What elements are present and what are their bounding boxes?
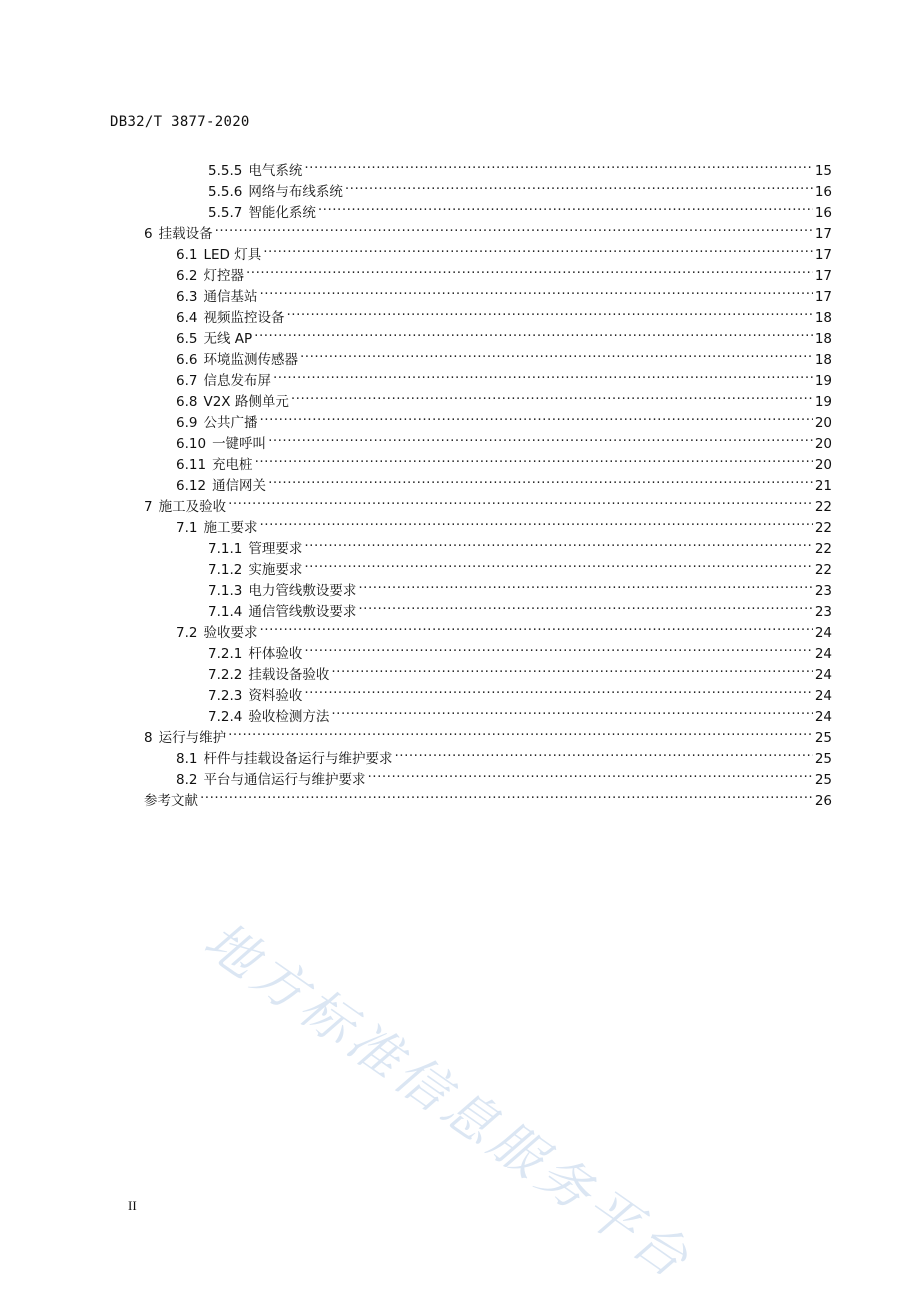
toc-entry-title: 通信基站 bbox=[203, 289, 258, 305]
toc-entry-title: 杆体验收 bbox=[248, 646, 303, 662]
toc-entry[interactable] bbox=[208, 679, 832, 704]
toc-entry-number: 6.9 bbox=[176, 415, 198, 431]
toc-entry-page: 17 bbox=[814, 289, 832, 305]
toc-entry[interactable] bbox=[208, 595, 832, 620]
watermark: 地方标准信息服务平台 bbox=[193, 910, 703, 1293]
toc-entry-title: 验收检测方法 bbox=[248, 709, 330, 725]
toc-entry-number: 8.2 bbox=[176, 772, 198, 788]
toc-entry[interactable] bbox=[208, 196, 832, 221]
toc-leader-dots bbox=[259, 616, 812, 637]
toc-leader-dots bbox=[268, 427, 813, 448]
toc-leader-dots bbox=[268, 469, 813, 490]
toc-entry[interactable] bbox=[176, 385, 832, 410]
toc-entry[interactable] bbox=[208, 154, 832, 179]
toc-entry-title: 环境监测传感器 bbox=[203, 352, 298, 368]
toc-entry[interactable] bbox=[176, 427, 832, 452]
toc-leader-dots bbox=[263, 238, 813, 259]
toc-entry-page: 22 bbox=[814, 541, 832, 557]
toc-leader-dots bbox=[291, 385, 813, 406]
toc-leader-dots bbox=[228, 490, 813, 511]
toc-entry[interactable] bbox=[176, 742, 832, 767]
toc-entry-title: 施工要求 bbox=[203, 520, 258, 536]
toc-entry[interactable] bbox=[176, 322, 832, 347]
toc-entry-page: 23 bbox=[814, 604, 832, 620]
toc-entry-title: 杆件与挂载设备运行与维护要求 bbox=[203, 751, 393, 767]
toc-entry-page: 20 bbox=[814, 415, 832, 431]
toc-entry-number: 7.1.2 bbox=[208, 562, 243, 578]
toc-entry-number: 6 bbox=[144, 226, 153, 242]
toc-leader-dots bbox=[246, 259, 813, 280]
toc-leader-dots bbox=[358, 595, 812, 616]
toc-leader-dots bbox=[255, 448, 813, 469]
toc-entry-title: 网络与布线系统 bbox=[248, 184, 343, 200]
toc-entry-number: 5.5.5 bbox=[208, 163, 243, 179]
toc-entry-number: 7.2.1 bbox=[208, 646, 243, 662]
toc-entry-number: 6.7 bbox=[176, 373, 198, 389]
toc-entry-number: 7.2.4 bbox=[208, 709, 243, 725]
toc-entry[interactable] bbox=[176, 763, 832, 788]
toc-leader-dots bbox=[318, 196, 813, 217]
toc-entry-number: 6.10 bbox=[176, 436, 207, 452]
toc-entry[interactable] bbox=[208, 700, 832, 725]
toc-leader-dots bbox=[331, 700, 812, 721]
document-code: DB32/T 3877-2020 bbox=[110, 114, 250, 130]
toc-entry-page: 15 bbox=[814, 163, 832, 179]
toc-entry-number: 7.2.2 bbox=[208, 667, 243, 683]
toc-leader-dots bbox=[259, 280, 812, 301]
toc-entry-number: 7.1 bbox=[176, 520, 198, 536]
toc-entry-number: 6.6 bbox=[176, 352, 198, 368]
toc-leader-dots bbox=[304, 679, 812, 700]
toc-leader-dots bbox=[394, 742, 812, 763]
toc-entry-title: 验收要求 bbox=[203, 625, 258, 641]
toc-entry-title: 充电桩 bbox=[212, 457, 253, 473]
toc-entry-number: 6.3 bbox=[176, 289, 198, 305]
toc-entry-title: 运行与维护 bbox=[158, 730, 227, 746]
toc-entry-number: 6.11 bbox=[176, 457, 207, 473]
toc-entry-number: 6.8 bbox=[176, 394, 198, 410]
toc-entry-number: 8 bbox=[144, 730, 153, 746]
toc-entry-number: 7.2 bbox=[176, 625, 198, 641]
toc-entry-title: 智能化系统 bbox=[248, 205, 316, 221]
toc-entry-page: 20 bbox=[814, 457, 832, 473]
toc-entry-number: 5.5.6 bbox=[208, 184, 243, 200]
toc-leader-dots bbox=[304, 532, 812, 553]
toc-entry[interactable] bbox=[176, 301, 832, 326]
toc-entry-title: 参考文献 bbox=[144, 793, 198, 809]
toc-entry-page: 19 bbox=[814, 394, 832, 410]
toc-entry[interactable] bbox=[176, 448, 832, 473]
toc-entry-page: 17 bbox=[814, 268, 832, 284]
toc-entry-title: 信息发布屏 bbox=[203, 373, 271, 389]
toc-entry[interactable] bbox=[144, 217, 832, 242]
toc-entry-number: 5.5.7 bbox=[208, 205, 243, 221]
toc-entry[interactable] bbox=[208, 532, 832, 557]
toc-entry-page: 22 bbox=[814, 520, 832, 536]
toc-entry-title: 电力管线敷设要求 bbox=[248, 583, 357, 599]
toc-leader-dots bbox=[345, 175, 813, 196]
toc-entry-page: 19 bbox=[814, 373, 832, 389]
toc-entry-number: 8.1 bbox=[176, 751, 198, 767]
toc-entry[interactable] bbox=[144, 490, 832, 515]
toc-entry-page: 22 bbox=[814, 499, 832, 515]
toc-entry[interactable] bbox=[176, 616, 832, 641]
toc-entry-page: 24 bbox=[814, 667, 832, 683]
toc-entry-title: 管理要求 bbox=[248, 541, 303, 557]
toc-entry[interactable] bbox=[176, 343, 832, 368]
toc-entry-title: 一键呼叫 bbox=[212, 436, 267, 452]
toc-entry-page: 18 bbox=[814, 331, 832, 347]
toc-leader-dots bbox=[228, 721, 813, 742]
toc-entry-page: 16 bbox=[814, 184, 832, 200]
toc-entry-title: 资料验收 bbox=[248, 688, 303, 704]
toc-leader-dots bbox=[358, 574, 812, 595]
toc-leader-dots bbox=[254, 322, 813, 343]
toc-entry-title: 灯控器 bbox=[203, 268, 244, 284]
toc-entry-page: 20 bbox=[814, 436, 832, 452]
toc-entry-page: 25 bbox=[814, 730, 832, 746]
toc-entry-page: 23 bbox=[814, 583, 832, 599]
toc-leader-dots bbox=[259, 511, 812, 532]
toc-entry[interactable] bbox=[176, 511, 832, 536]
toc-entry-title: 实施要求 bbox=[248, 562, 303, 578]
toc-entry[interactable] bbox=[176, 364, 832, 389]
toc-entry-number: 6.12 bbox=[176, 478, 207, 494]
toc-leader-dots bbox=[286, 301, 812, 322]
toc-entry-page: 17 bbox=[814, 226, 832, 242]
toc-entry-title: LED 灯具 bbox=[203, 247, 262, 263]
toc-entry-page: 25 bbox=[814, 751, 832, 767]
toc-entry-page: 24 bbox=[814, 646, 832, 662]
toc-entry-title: 公共广播 bbox=[203, 415, 258, 431]
toc-entry-number: 6.4 bbox=[176, 310, 198, 326]
toc-entry-page: 22 bbox=[814, 562, 832, 578]
toc-entry[interactable] bbox=[176, 469, 832, 494]
toc-entry-title: 通信管线敷设要求 bbox=[248, 604, 357, 620]
toc-entry-number: 7 bbox=[144, 499, 153, 515]
toc-entry[interactable] bbox=[144, 721, 832, 746]
toc-entry[interactable] bbox=[208, 658, 832, 683]
toc-leader-dots bbox=[273, 364, 813, 385]
toc-entry-title: 平台与通信运行与维护要求 bbox=[203, 772, 366, 788]
toc-entry[interactable] bbox=[176, 238, 832, 263]
toc-entry-page: 18 bbox=[814, 310, 832, 326]
toc-entry-title: 挂载设备验收 bbox=[248, 667, 330, 683]
toc-entry-page: 24 bbox=[814, 688, 832, 704]
toc-entry-page: 25 bbox=[814, 772, 832, 788]
toc-entry-number: 7.1.3 bbox=[208, 583, 243, 599]
toc-entry[interactable] bbox=[176, 406, 832, 431]
toc-leader-dots bbox=[304, 637, 812, 658]
toc-entry-page: 26 bbox=[814, 793, 832, 809]
toc-leader-dots bbox=[331, 658, 812, 679]
toc-leader-dots bbox=[304, 154, 812, 175]
toc-entry[interactable] bbox=[208, 553, 832, 578]
toc-entry-title: 通信网关 bbox=[212, 478, 267, 494]
toc-entry-page: 16 bbox=[814, 205, 832, 221]
toc-entry-page: 18 bbox=[814, 352, 832, 368]
toc-leader-dots bbox=[215, 217, 813, 238]
toc-entry-title: 无线 AP bbox=[203, 331, 253, 347]
toc-leader-dots bbox=[200, 784, 813, 805]
toc-entry-number: 6.2 bbox=[176, 268, 198, 284]
toc-entry-page: 24 bbox=[814, 625, 832, 641]
toc-entry[interactable] bbox=[144, 784, 832, 809]
toc-leader-dots bbox=[304, 553, 812, 574]
toc-entry-number: 6.1 bbox=[176, 247, 198, 263]
toc-entry[interactable] bbox=[176, 259, 832, 284]
toc-entry-title: 电气系统 bbox=[248, 163, 303, 179]
toc-leader-dots bbox=[367, 763, 812, 784]
toc-entry[interactable] bbox=[208, 637, 832, 662]
toc-entry-page: 17 bbox=[814, 247, 832, 263]
toc-leader-dots bbox=[300, 343, 813, 364]
toc-leader-dots bbox=[259, 406, 812, 427]
toc-entry-title: V2X 路侧单元 bbox=[203, 394, 289, 410]
toc-entry-page: 24 bbox=[814, 709, 832, 725]
page-number: II bbox=[128, 1198, 137, 1213]
toc-entry-title: 挂载设备 bbox=[158, 226, 213, 242]
toc-entry-page: 21 bbox=[814, 478, 832, 494]
toc-entry[interactable] bbox=[208, 175, 832, 200]
toc-entry-title: 施工及验收 bbox=[158, 499, 227, 515]
toc-entry-number: 7.1.4 bbox=[208, 604, 243, 620]
toc-entry[interactable] bbox=[208, 574, 832, 599]
toc-entry[interactable] bbox=[176, 280, 832, 305]
toc-entry-number: 7.2.3 bbox=[208, 688, 243, 704]
toc-entry-title: 视频监控设备 bbox=[203, 310, 285, 326]
toc-entry-number: 7.1.1 bbox=[208, 541, 243, 557]
toc-entry-number: 6.5 bbox=[176, 331, 198, 347]
